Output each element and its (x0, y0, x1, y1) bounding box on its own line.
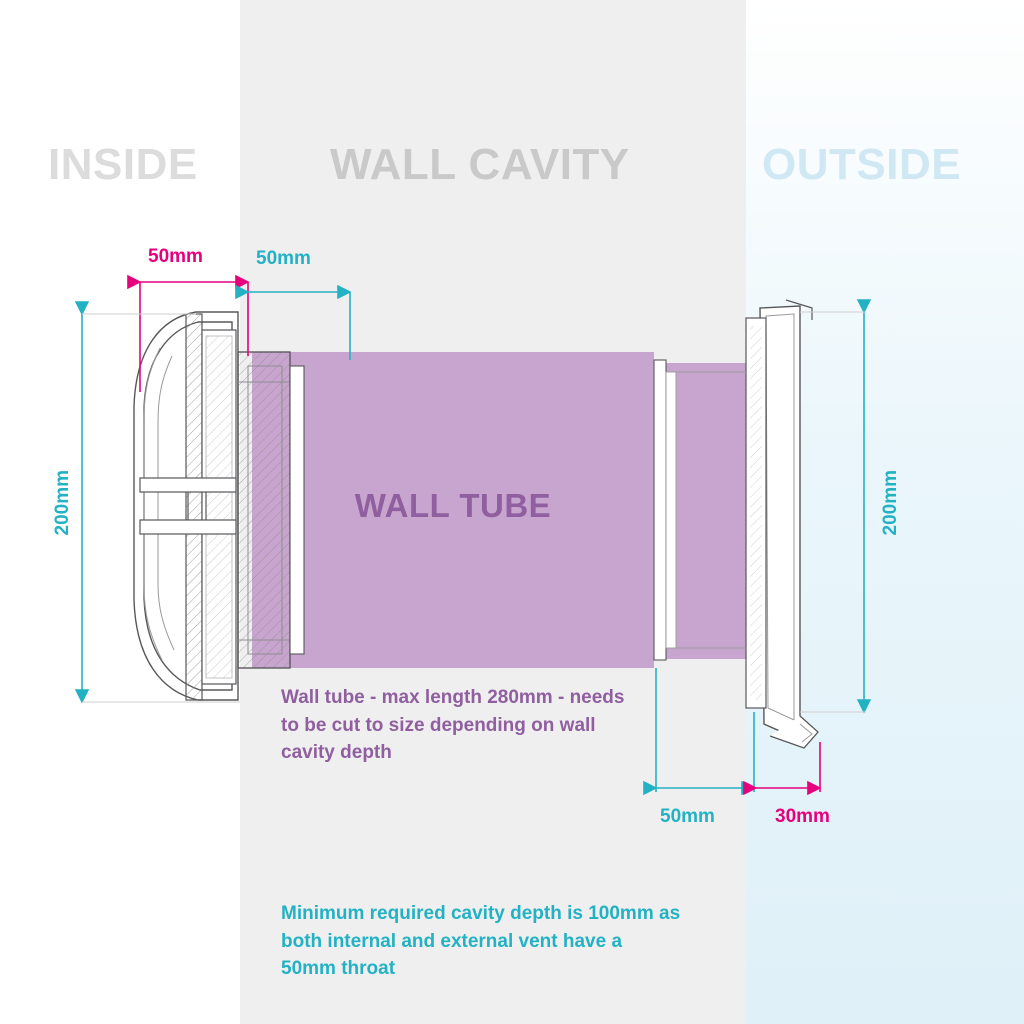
dimension-label-outside-height: 200mm (880, 470, 901, 536)
zone-label-wall-cavity: WALL CAVITY (330, 140, 630, 189)
wall-tube-label: WALL TUBE (354, 487, 552, 524)
note-wall-tube: Wall tube - max length 280mm - needs to be cut to size depending on wall cavity depth (281, 687, 625, 764)
dimension-label-cavity-left: 50mm (256, 248, 311, 269)
zone-label-outside: OUTSIDE (762, 140, 962, 189)
zone-label-inside: INSIDE (48, 140, 198, 189)
dimension-label-outside-projection: 30mm (775, 806, 830, 827)
note-cavity-depth: Minimum required cavity depth is 100mm as both internal and external vent have a 50mm throat (281, 903, 681, 980)
wall-tube-body-outer (654, 363, 764, 659)
dimension-label-inside-throat: 50mm (148, 246, 203, 267)
dimension-label-inside-height: 200mm (52, 470, 73, 536)
dimension-label-cavity-right: 50mm (660, 806, 715, 827)
